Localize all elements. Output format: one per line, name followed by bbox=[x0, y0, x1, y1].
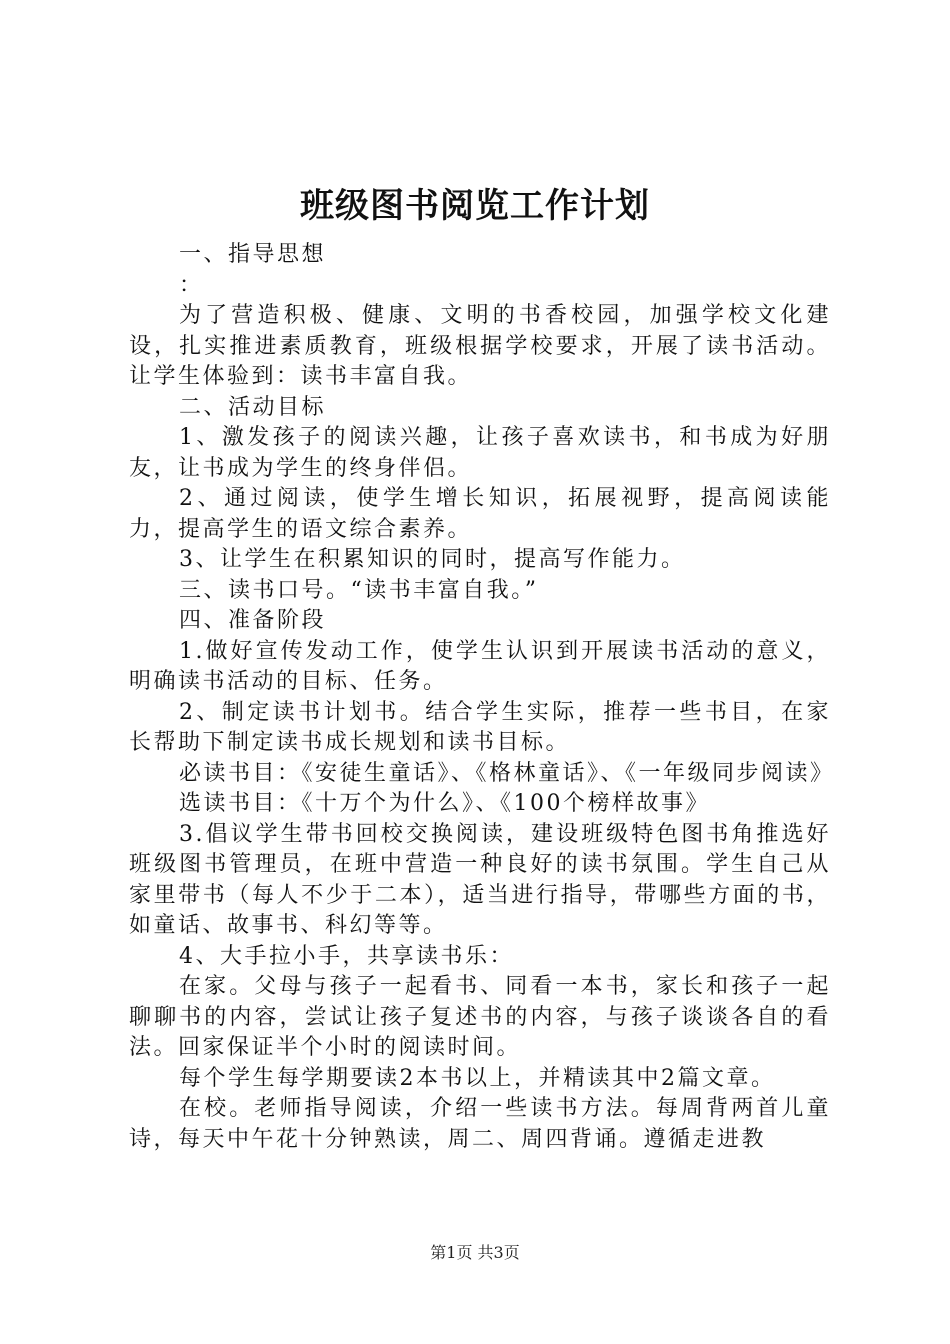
paragraph: 为了营造积极、健康、文明的书香校园，加强学校文化建设，扎实推进素质教育，班级根据学校要求，开展了读书活动。让学生体验到：读书丰富自我。 bbox=[129, 303, 831, 389]
optional-reading: 选读书目：《十万个为什么》、《100个榜样故事》 bbox=[179, 791, 710, 816]
section-heading-preparation: 四、准备阶段 bbox=[179, 608, 327, 633]
list-item: 4、大手拉小手，共享读书乐： bbox=[179, 943, 514, 969]
document-body bbox=[129, 240, 835, 1155]
paragraph: ： bbox=[179, 272, 204, 298]
list-item: 2、制定读书计划书。结合学生实际，推荐一些书目，在家长帮助下制定读书成长规划和读书目标。 bbox=[129, 699, 831, 755]
section-heading-slogan: 三、读书口号。“读书丰富自我。” bbox=[179, 577, 539, 603]
list-item: 1、激发孩子的阅读兴趣，让孩子喜欢读书，和书成为好朋友，让书成为学生的终身伴侣。 bbox=[129, 425, 831, 481]
required-reading: 必读书目：《安徒生童话》、《格林童话》、《一年级同步阅读》 bbox=[179, 760, 835, 786]
paragraph: 在家。父母与孩子一起看书、同看一本书，家长和孩子一起聊聊书的内容，尝试让孩子复述书的内容，与孩子谈谈各自的看法。回家保证半个小时的阅读时间。 bbox=[129, 974, 831, 1060]
paragraph: 在校。老师指导阅读，介绍一些读书方法。每周背两首儿童诗，每天中午花十分钟熟读，周二、周四背诵。遵循走进教 bbox=[129, 1096, 831, 1152]
paragraph: 每个学生每学期要读2本书以上，并精读其中2篇文章。 bbox=[179, 1065, 776, 1091]
list-item: 2、通过阅读，使学生增长知识，拓展视野，提高阅读能力，提高学生的语文综合素养。 bbox=[129, 486, 831, 542]
page-footer: 第1页 共3页 bbox=[430, 1243, 520, 1262]
section-heading-guiding-ideology: 一、指导思想 bbox=[179, 242, 327, 267]
list-item: 3.倡议学生带书回校交换阅读，建设班级特色图书角推选好班级图书管理员，在班中营造一种良好的读书氛围。学生自己从家里带书（每人不少于二本），适当进行指导，带哪些方面的书，如童话、故事书、科幻等等。 bbox=[129, 821, 831, 938]
list-item: 3、让学生在积累知识的同时，提高写作能力。 bbox=[179, 547, 686, 572]
section-heading-activity-goals: 二、活动目标 bbox=[179, 394, 327, 420]
document-title: 班级图书阅览工作计划 bbox=[300, 186, 650, 226]
list-item: 1.做好宣传发动工作，使学生认识到开展读书活动的意义，明确读书活动的目标、任务。 bbox=[129, 638, 831, 694]
